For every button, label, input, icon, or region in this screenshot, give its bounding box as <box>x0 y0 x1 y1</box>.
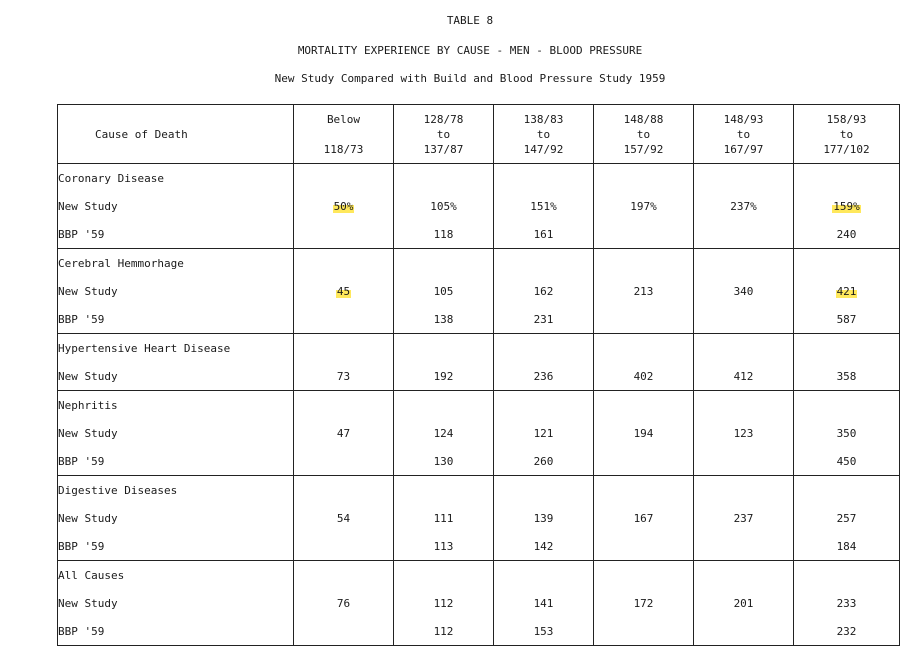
table-cell: 167 <box>594 504 694 532</box>
bp-range-upper: 118/73 <box>323 142 364 156</box>
table-row <box>58 617 900 646</box>
table-cell: 47 <box>294 419 394 447</box>
table-subtitle: MORTALITY EXPERIENCE BY CAUSE - MEN - BLOOD PRESSURE <box>297 44 643 57</box>
table-cell: 450 <box>794 447 900 476</box>
table-header-row <box>58 105 900 164</box>
table-cell <box>594 532 694 561</box>
header-bp-range <box>294 105 394 164</box>
highlighted-value: 50% <box>333 199 354 213</box>
table-cell: 105 <box>394 277 494 305</box>
header-bp-range <box>394 105 494 164</box>
table-cell: 358 <box>794 362 900 391</box>
bp-range-upper: 157/92 <box>623 142 664 156</box>
table-row <box>58 504 900 532</box>
table-row <box>58 220 900 249</box>
table-row <box>58 277 900 305</box>
table-cell: 112 <box>394 617 494 646</box>
table-cell: 237% <box>694 192 794 220</box>
table-row <box>58 447 900 476</box>
cause-label: Coronary Disease <box>58 164 294 193</box>
table-row <box>58 192 900 220</box>
bp-range-from: 128/78 <box>423 112 464 126</box>
table-cell: 172 <box>594 589 694 617</box>
row-label-new-study: New Study <box>58 419 294 447</box>
table-cell: 113 <box>394 532 494 561</box>
header-bp-range <box>494 105 594 164</box>
table-cell <box>694 447 794 476</box>
table-cell <box>694 617 794 646</box>
header-cause-of-death: Cause of Death <box>58 105 294 164</box>
table-cell: 350 <box>794 419 900 447</box>
table-cell <box>694 532 794 561</box>
cause-row <box>58 164 900 193</box>
table-cell: 76 <box>294 589 394 617</box>
bp-range-from: 148/88 <box>623 112 664 126</box>
mortality-table <box>57 104 900 646</box>
table-cell: 236 <box>494 362 594 391</box>
bp-range-upper: 147/92 <box>523 142 564 156</box>
bp-range-to: to <box>536 127 551 141</box>
table-cell: 232 <box>794 617 900 646</box>
table-cell: 121 <box>494 419 594 447</box>
table-row <box>58 305 900 334</box>
table-cell <box>594 447 694 476</box>
table-cell <box>794 277 900 305</box>
table-cell <box>294 447 394 476</box>
table-cell <box>594 305 694 334</box>
table-cell: 237 <box>694 504 794 532</box>
row-label-new-study: New Study <box>58 362 294 391</box>
table-cell <box>694 220 794 249</box>
cause-row <box>58 334 900 363</box>
row-label-bbp59: BBP '59 <box>58 220 294 249</box>
table-cell <box>294 277 394 305</box>
table-cell: 138 <box>394 305 494 334</box>
bp-range-from: 158/93 <box>826 112 867 126</box>
table-cell <box>294 220 394 249</box>
table-cell: 233 <box>794 589 900 617</box>
table-cell <box>294 305 394 334</box>
table-cell: 153 <box>494 617 594 646</box>
header-bp-range <box>794 105 900 164</box>
cause-row <box>58 476 900 505</box>
bp-range-to: to <box>839 127 854 141</box>
table-cell: 162 <box>494 277 594 305</box>
table-cell: 260 <box>494 447 594 476</box>
cause-row <box>58 561 900 590</box>
table-cell: 141 <box>494 589 594 617</box>
table-cell: 231 <box>494 305 594 334</box>
table-cell: 151% <box>494 192 594 220</box>
table-cell: 184 <box>794 532 900 561</box>
table-cell: 130 <box>394 447 494 476</box>
table-row <box>58 362 900 391</box>
table-title: TABLE 8 <box>446 14 494 27</box>
bp-range-to: to <box>436 127 451 141</box>
table-cell: 73 <box>294 362 394 391</box>
cause-label: Hypertensive Heart Disease <box>58 334 294 363</box>
bp-range-from: 148/93 <box>723 112 764 126</box>
table-cell <box>694 305 794 334</box>
highlighted-value: 159% <box>833 199 860 213</box>
cause-label: Nephritis <box>58 391 294 420</box>
table-cell <box>794 192 900 220</box>
row-label-bbp59: BBP '59 <box>58 617 294 646</box>
table-cell: 124 <box>394 419 494 447</box>
table-cell: 123 <box>694 419 794 447</box>
table-cell: 118 <box>394 220 494 249</box>
table-cell: 257 <box>794 504 900 532</box>
bp-range-upper: 167/97 <box>723 142 764 156</box>
table-cell: 340 <box>694 277 794 305</box>
table-cell: 112 <box>394 589 494 617</box>
table-cell: 201 <box>694 589 794 617</box>
cause-label: Digestive Diseases <box>58 476 294 505</box>
table-cell: 139 <box>494 504 594 532</box>
bp-range-to: to <box>736 127 751 141</box>
table-cell <box>294 532 394 561</box>
table-row <box>58 419 900 447</box>
table-cell: 240 <box>794 220 900 249</box>
table-row <box>58 532 900 561</box>
table-cell <box>594 617 694 646</box>
cause-row <box>58 249 900 278</box>
table-cell: 192 <box>394 362 494 391</box>
header-bp-range <box>694 105 794 164</box>
cause-label: All Causes <box>58 561 294 590</box>
cause-label: Cerebral Hemmorhage <box>58 249 294 278</box>
bp-range-upper: 137/87 <box>423 142 464 156</box>
row-label-bbp59: BBP '59 <box>58 305 294 334</box>
table-cell: 194 <box>594 419 694 447</box>
row-label-new-study: New Study <box>58 589 294 617</box>
table-cell: 111 <box>394 504 494 532</box>
highlighted-value: 45 <box>336 284 351 298</box>
table-cell: 54 <box>294 504 394 532</box>
table-cell: 402 <box>594 362 694 391</box>
table-cell: 142 <box>494 532 594 561</box>
table-cell <box>594 220 694 249</box>
row-label-new-study: New Study <box>58 192 294 220</box>
table-cell <box>294 617 394 646</box>
row-label-new-study: New Study <box>58 504 294 532</box>
table-cell: 105% <box>394 192 494 220</box>
table-row <box>58 589 900 617</box>
table-subtitle-comparison: New Study Compared with Build and Blood Pressure Study 1959 <box>274 72 666 85</box>
row-label-new-study: New Study <box>58 277 294 305</box>
highlighted-value: 421 <box>836 284 857 298</box>
table-cell: 197% <box>594 192 694 220</box>
table-cell: 213 <box>594 277 694 305</box>
table-cell <box>294 192 394 220</box>
bp-range-from: 138/83 <box>523 112 564 126</box>
table-cell: 412 <box>694 362 794 391</box>
header-bp-range <box>594 105 694 164</box>
table-cell: 587 <box>794 305 900 334</box>
bp-range-from: Below <box>326 112 361 126</box>
table-cell: 161 <box>494 220 594 249</box>
row-label-bbp59: BBP '59 <box>58 532 294 561</box>
bp-range-to: to <box>636 127 651 141</box>
cause-row <box>58 391 900 420</box>
row-label-bbp59: BBP '59 <box>58 447 294 476</box>
bp-range-upper: 177/102 <box>823 142 870 156</box>
